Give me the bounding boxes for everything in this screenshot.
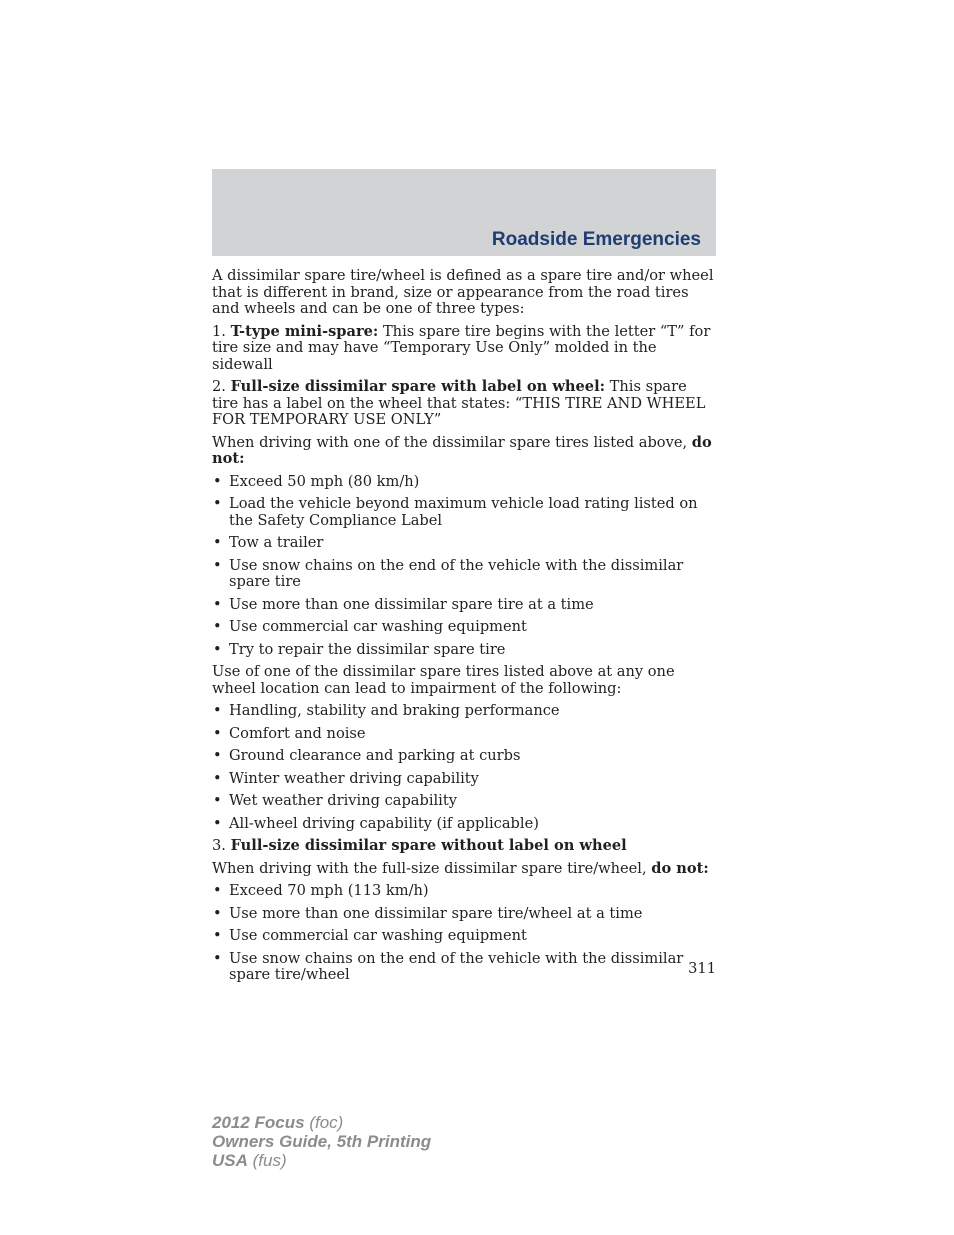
list-item: • Ground clearance and parking at curbs <box>212 748 716 765</box>
list-item: • Use more than one dissimilar spare tire at a time <box>212 597 716 614</box>
list-item: • Tow a trailer <box>212 535 716 552</box>
list-item: • Handling, stability and braking performance <box>212 703 716 720</box>
warning2-paragraph <box>212 861 716 878</box>
list-item: • Exceed 70 mph (113 km/h) <box>212 883 716 900</box>
list-item: • Use commercial car washing equipment <box>212 928 716 945</box>
list-item: • All-wheel driving capability (if applicable) <box>212 816 716 833</box>
type1-paragraph <box>212 324 716 374</box>
restriction-list-1 <box>212 474 716 659</box>
warning1-paragraph <box>212 435 716 468</box>
footer-market: USA <box>212 1151 248 1170</box>
section-title: Roadside Emergencies <box>491 229 701 250</box>
list-item: • Try to repair the dissimilar spare tire <box>212 642 716 659</box>
type1-text: This spare tire begins with the letter “T” for tire size and may have “Temporary Use Only” molded in the sidewall <box>212 322 711 373</box>
list-item: • Winter weather driving capability <box>212 771 716 788</box>
type1-number: 1. <box>212 322 231 340</box>
list-item: • Use snow chains on the end of the vehicle with the dissimilar spare tire/wheel <box>212 951 716 984</box>
warning1-emphasis: do not: <box>212 433 712 467</box>
footer-printing: Owners Guide, 5th Printing <box>212 1132 432 1151</box>
type3-paragraph <box>212 838 716 855</box>
list-item: • Use commercial car washing equipment <box>212 619 716 636</box>
list-item: • Use snow chains on the end of the vehicle with the dissimilar spare tire <box>212 558 716 591</box>
footer-line-1 <box>212 1113 431 1132</box>
type2-paragraph <box>212 379 716 429</box>
footer-line-2 <box>212 1132 431 1151</box>
list-item: • Comfort and noise <box>212 726 716 743</box>
list-item: • Load the vehicle beyond maximum vehicle load rating listed on the Safety Compliance Label <box>212 496 716 529</box>
document-footer <box>212 1113 431 1170</box>
section-header <box>212 169 716 256</box>
type2-text: This spare tire has a label on the wheel that states: “THIS TIRE AND WHEEL FOR TEMPORARY USE ONLY” <box>212 378 706 428</box>
list-item: • Wet weather driving capability <box>212 793 716 810</box>
warning1-text: When driving with one of the dissimilar spare tires listed above, <box>212 433 692 451</box>
footer-market-code: (fus) <box>247 1151 287 1170</box>
type3-number: 3. <box>212 837 231 854</box>
impairment-list <box>212 703 716 832</box>
impairment-paragraph: Use of one of the dissimilar spare tires listed above at any one wheel location can lead to impairment of the following: <box>212 663 675 697</box>
list-item: • Use more than one dissimilar spare tire/wheel at a time <box>212 906 716 923</box>
type2-term: Full-size dissimilar spare with label on wheel: <box>230 378 606 395</box>
page-content <box>212 268 716 990</box>
page-number: 311 <box>688 960 716 977</box>
list-item: • Exceed 50 mph (80 km/h) <box>212 474 716 491</box>
intro-paragraph: A dissimilar spare tire/wheel is defined as a spare tire and/or wheel that is different in brand, size or appearance from the road tires and wheels and can be one of three types: <box>212 267 714 317</box>
type3-term: Full-size dissimilar spare without label on wheel <box>230 837 627 854</box>
type1-term: T-type mini-spare: <box>230 322 379 340</box>
warning2-emphasis: do not: <box>651 859 709 877</box>
warning2-text: When driving with the full-size dissimilar spare tire/wheel, <box>212 859 652 877</box>
footer-model: 2012 Focus <box>212 1113 305 1132</box>
footer-line-3 <box>212 1151 431 1170</box>
footer-model-code: (foc) <box>304 1113 344 1132</box>
type2-number: 2. <box>212 378 231 395</box>
